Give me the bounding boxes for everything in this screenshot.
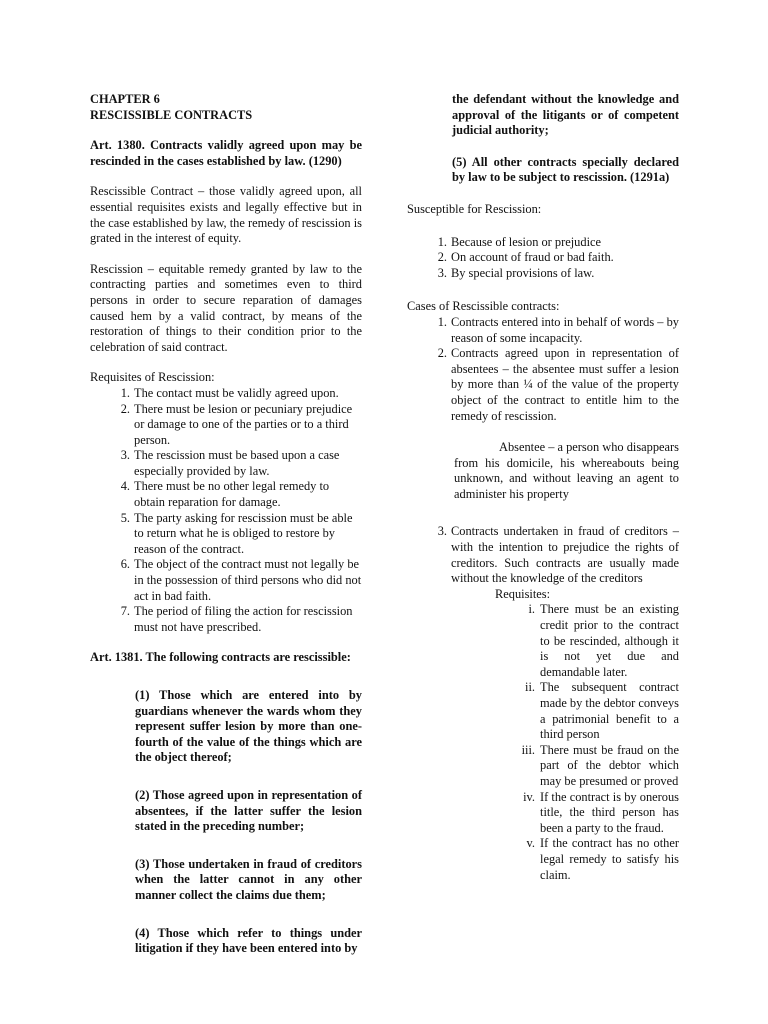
fraud-requisites-list [407,602,679,883]
article-1381: Art. 1381. The following contracts are rescissible: [90,650,351,665]
list-item: iv. If the contract is by onerous title, the third person has been a party to the fraud. [523,789,679,835]
requisites-of-rescission-title: Requisites of Rescission: [90,370,215,385]
list-item: 6. The object of the contract must not legally be in the possession of third persons who did not act in bad faith. [120,557,362,603]
article-1380: Art. 1380. Contracts validly agreed upon may be rescinded in the cases established by law. (1290) [90,138,362,168]
left-column [90,92,362,957]
susceptible-list [407,235,679,282]
list-item: 3. The rescission must be based upon a case especially provided by law. [120,448,340,478]
list-item: 1. Because of lesion or prejudice [437,234,602,249]
list-item: 3. Contracts undertaken in fraud of creditors – with the intention to prejudice the rights of creditors. Such contracts are usually made without the knowledge of the creditors [437,524,679,586]
requisites-title: Requisites: [495,586,551,601]
list-item: ii. The subsequent contract made by the debtor conveys a patrimonial benefit to a third person [525,680,680,742]
rescissible-contract-definition: Rescissible Contract – those validly agreed upon, all essential requisites exists and legally effective but in the case established by law, the remedy of rescission is grated in the interest of equity. [90,184,362,246]
clause-4-continued: the defendant without the knowledge and approval of the litigants or of competent judicial authority; [452,92,679,138]
list-item: 1. Contracts entered into in behalf of words – by reason of some incapacity. [437,314,679,345]
list-item: 2. Contracts agreed upon in representation of absentees – the absentee must suffer a lesion by more than ¼ of the value of the property object of the contract to entitle him to the remedy of rescission. [437,346,679,423]
list-item: 2. There must be lesion or pecuniary prejudice or damage to one of the parties or to a third person. [120,401,353,447]
clause-3: (3) Those undertaken in fraud of creditors when the latter cannot in any other manner collect the claims due them; [135,856,362,902]
list-item: 7. The period of filing the action for rescission must not have prescribed. [120,604,353,634]
clause-5: (5) All other contracts specially declared by law to be subject to rescission. (1291a) [452,154,679,185]
list-item: i. There must be an existing credit prior to the contract to be rescinded, although it is not yet due and demandable later. [528,602,679,679]
cases-title: Cases of Rescissible contracts: [407,299,560,314]
list-item: 2. On account of fraud or bad faith. [437,250,614,265]
requisites-list [90,386,362,636]
cases-list-continued [407,524,679,586]
list-item: 5. The party asking for rescission must be able to return what he is obliged to restore by reason of the contract. [120,510,353,556]
list-item: 1. The contact must be validly agreed upon. [120,385,339,400]
absentee-definition: Absentee – a person who disappears from his domicile, his whereabouts being unknown, and without leaving an agent to administer his property [454,440,679,501]
list-item: 4. There must be no other legal remedy to obtain reparation for damage. [120,479,330,510]
clause-2: (2) Those agreed upon in representation of absentees, if the latter suffer the lesion stated in the preceding number; [135,787,362,834]
list-item: v. If the contract has no other legal remedy to satisfy his claim. [526,836,679,882]
list-item: 3. By special provisions of law. [437,265,595,280]
clause-1: (1) Those which are entered into by guardians whenever the wards whom they represent suffer lesion by more than one-fourth of the value of the things which are the object thereof; [135,688,362,765]
susceptible-title: Susceptible for Rescission: [407,201,542,216]
chapter-title: RESCISSIBLE CONTRACTS [90,107,253,122]
rescission-definition: Rescission – equitable remedy granted by law to the contracting parties and sometimes even to third persons in order to secure reparation of damages caused hem by a valid contract, by means of the restoration of things to their condition prior to the celebration of said contract. [90,261,362,354]
list-item: iii. There must be fraud on the part of the debtor which may be presumed or proved [521,742,679,788]
clause-4: (4) Those which refer to things under litigation if they have been entered into by [135,925,362,956]
chapter-number: CHAPTER 6 [90,92,160,106]
right-column [407,92,679,883]
cases-list [407,315,679,424]
